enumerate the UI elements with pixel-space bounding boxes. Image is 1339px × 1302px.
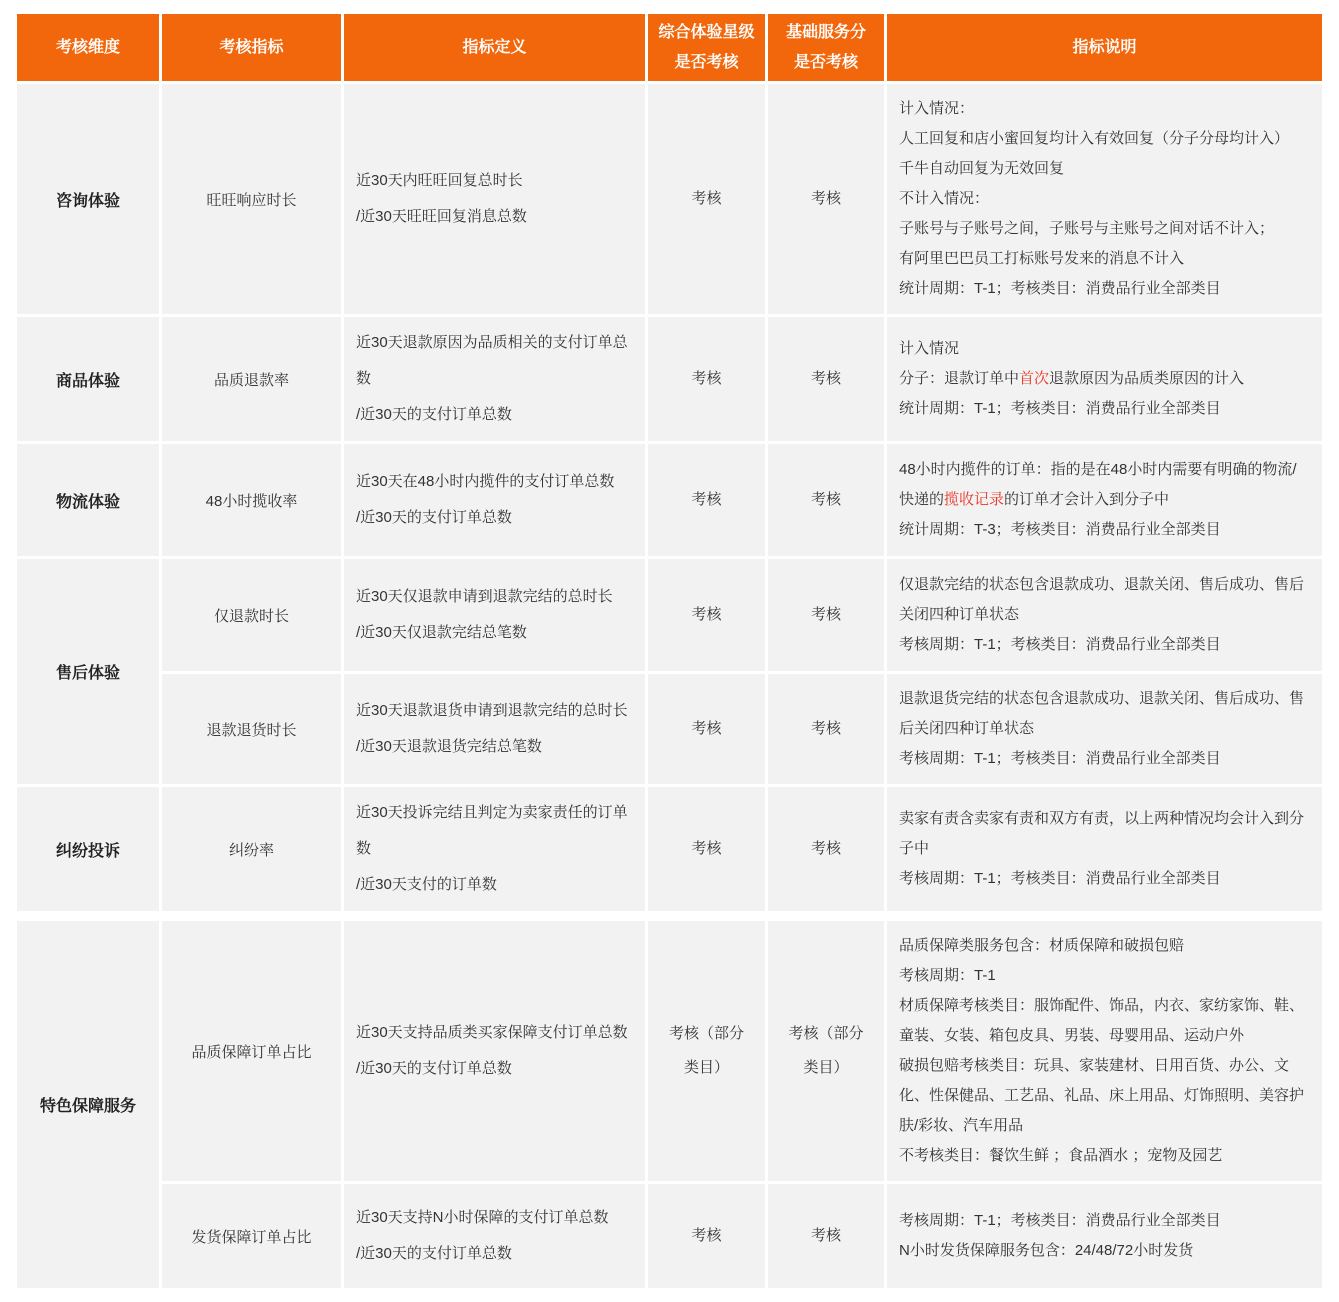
definition-line: /近30天的支付订单总数 [356,1060,512,1077]
dimension-cell: 物流体验 [17,444,159,556]
indicator-cell: 品质退款率 [162,317,341,441]
header-cell-star-assess [648,14,765,81]
assessment-table [14,11,1325,1291]
description-cell [887,674,1322,784]
header-cell-indicator: 考核指标 [162,14,341,81]
indicator-cell: 旺旺响应时长 [162,84,341,314]
highlighted-text: 首次 [1019,370,1050,387]
header-cell-description: 指标说明 [887,14,1322,81]
star-assess-cell: 考核 [648,1184,765,1288]
definition-cell [344,1184,645,1288]
definition-line: 近30天支持品质类买家保障支付订单总数 [356,1024,628,1041]
description-line: 计入情况： [899,100,975,117]
description-line: 品质保障类服务包含：材质保障和破损包赔 [899,937,1185,954]
description-line: 不考核类目：餐饮生鲜 ；食品酒水 ；宠物及园艺 [899,1147,1223,1164]
description-line: 考核周期：T-1；考核类目：消费品行业全部类目 [899,636,1221,653]
dimension-cell: 咨询体验 [17,84,159,314]
definition-line: 近30天仅退款申请到退款完结的总时长 [356,588,613,605]
definition-cell [344,317,645,441]
indicator-cell: 退款退货时长 [162,674,341,784]
definition-line: 近30天在48小时内揽件的支付订单总数 [356,473,615,490]
description-line: 子账号与子账号之间，子账号与主账号之间对话不计入； [899,220,1275,237]
base-assess-cell: 考核 [768,317,884,441]
description-line: 考核周期：T-1 [899,967,996,984]
description-line: 48小时内揽件的订单：指的是在48小时内需要有明确的物流/快递的揽收记录的订单才会计入到分子中 [899,461,1297,508]
definition-line: 近30天退款原因为品质相关的支付订单总数 [356,334,628,387]
header-star-line1: 综合体验星级 [658,23,755,41]
dimension-cell: 特色保障服务 [17,921,159,1288]
definition-line: /近30天的支付订单总数 [356,1245,512,1262]
indicator-cell: 品质保障订单占比 [162,921,341,1181]
star-assess-cell: 考核 [648,674,765,784]
description-cell [887,317,1322,441]
description-cell [887,787,1322,911]
indicator-cell: 仅退款时长 [162,559,341,671]
definition-cell [344,444,645,556]
definition-line: /近30天仅退款完结总笔数 [356,624,527,641]
table-row-product [17,317,1322,441]
description-line: 考核周期：T-1；考核类目：消费品行业全部类目 [899,750,1221,767]
highlighted-text: 揽收记录 [944,491,1005,508]
description-line: 有阿里巴巴员工打标账号发来的消息不计入 [899,250,1185,267]
table-row-special-shipping [17,1184,1322,1288]
dimension-cell: 纠纷投诉 [17,787,159,911]
table-row-dispute [17,787,1322,911]
star-assess-cell: 考核 [648,84,765,314]
definition-cell [344,787,645,911]
base-assess-cell: 考核（部分类目） [768,921,884,1181]
base-assess-cell: 考核 [768,787,884,911]
definition-cell [344,84,645,314]
base-assess-cell: 考核 [768,674,884,784]
definition-line: 近30天投诉完结且判定为卖家责任的订单数 [356,804,628,857]
table-row-aftersale-refund [17,559,1322,671]
description-line: 统计周期：T-3；考核类目：消费品行业全部类目 [899,521,1221,538]
description-line: 计入情况 [899,340,960,357]
description-line: N小时发货保障服务包含：24/48/72小时发货 [899,1242,1194,1259]
description-line: 千牛自动回复为无效回复 [899,160,1065,177]
base-assess-cell: 考核 [768,559,884,671]
description-line: 统计周期：T-1；考核类目：消费品行业全部类目 [899,400,1221,417]
table-row-aftersale-return [17,674,1322,784]
table-row-consult [17,84,1322,314]
indicator-cell: 发货保障订单占比 [162,1184,341,1288]
description-line: 破损包赔考核类目：玩具、家装建材、日用百货、办公、文化、性保健品、工艺品、礼品、床上用品、灯饰照明、美容护肤/彩妆、汽车用品 [899,1057,1305,1134]
base-assess-cell: 考核 [768,84,884,314]
indicator-cell: 纠纷率 [162,787,341,911]
section-divider-cell [17,914,1322,918]
description-line: 人工回复和店小蜜回复均计入有效回复（分子分母均计入） [899,130,1290,147]
star-assess-cell: 考核 [648,444,765,556]
star-assess-cell: 考核（部分类目） [648,921,765,1181]
star-assess-cell: 考核 [648,317,765,441]
base-assess-cell: 考核 [768,1184,884,1288]
description-line: 不计入情况： [899,190,990,207]
header-cell-base-assess [768,14,884,81]
definition-line: /近30天的支付订单总数 [356,406,512,423]
definition-cell [344,921,645,1181]
description-cell [887,559,1322,671]
description-cell [887,921,1322,1181]
description-line: 统计周期：T-1；考核类目：消费品行业全部类目 [899,280,1221,297]
star-assess-cell: 考核 [648,787,765,911]
description-line: 考核周期：T-1；考核类目：消费品行业全部类目 [899,1212,1221,1229]
description-line: 卖家有责含卖家有责和双方有责，以上两种情况均会计入到分子中 [899,810,1305,857]
definition-cell [344,674,645,784]
header-star-line2: 是否考核 [674,53,739,71]
definition-line: /近30天支付的订单数 [356,876,497,893]
table-row-special-quality [17,921,1322,1181]
description-line: 仅退款完结的状态包含退款成功、退款关闭、售后成功、售后关闭四种订单状态 [899,576,1305,623]
description-line: 材质保障考核类目：服饰配件、饰品，内衣、家纺家饰、鞋、童装、女装、箱包皮具、男装、母婴用品、运动户外 [899,997,1305,1044]
definition-line: /近30天的支付订单总数 [356,509,512,526]
definition-line: 近30天内旺旺回复总时长 [356,172,523,189]
description-cell [887,1184,1322,1288]
header-cell-definition: 指标定义 [344,14,645,81]
description-cell [887,444,1322,556]
dimension-cell: 商品体验 [17,317,159,441]
definition-cell [344,559,645,671]
header-row [17,14,1322,81]
description-line: 考核周期：T-1；考核类目：消费品行业全部类目 [899,870,1221,887]
description-line: 分子：退款订单中首次退款原因为品质类原因的计入 [899,370,1245,387]
header-cell-dimension: 考核维度 [17,14,159,81]
dimension-cell: 售后体验 [17,559,159,784]
table-row-logistics [17,444,1322,556]
header-base-line2: 是否考核 [793,53,858,71]
indicator-cell: 48小时揽收率 [162,444,341,556]
star-assess-cell: 考核 [648,559,765,671]
definition-line: /近30天退款退货完结总笔数 [356,738,542,755]
section-divider [17,914,1322,918]
description-cell [887,84,1322,314]
base-assess-cell: 考核 [768,444,884,556]
definition-line: /近30天旺旺回复消息总数 [356,208,527,225]
description-line: 退款退货完结的状态包含退款成功、退款关闭、售后成功、售后关闭四种订单状态 [899,690,1305,737]
header-base-line1: 基础服务分 [785,23,866,41]
definition-line: 近30天退款退货申请到退款完结的总时长 [356,702,628,719]
definition-line: 近30天支持N小时保障的支付订单总数 [356,1209,609,1226]
